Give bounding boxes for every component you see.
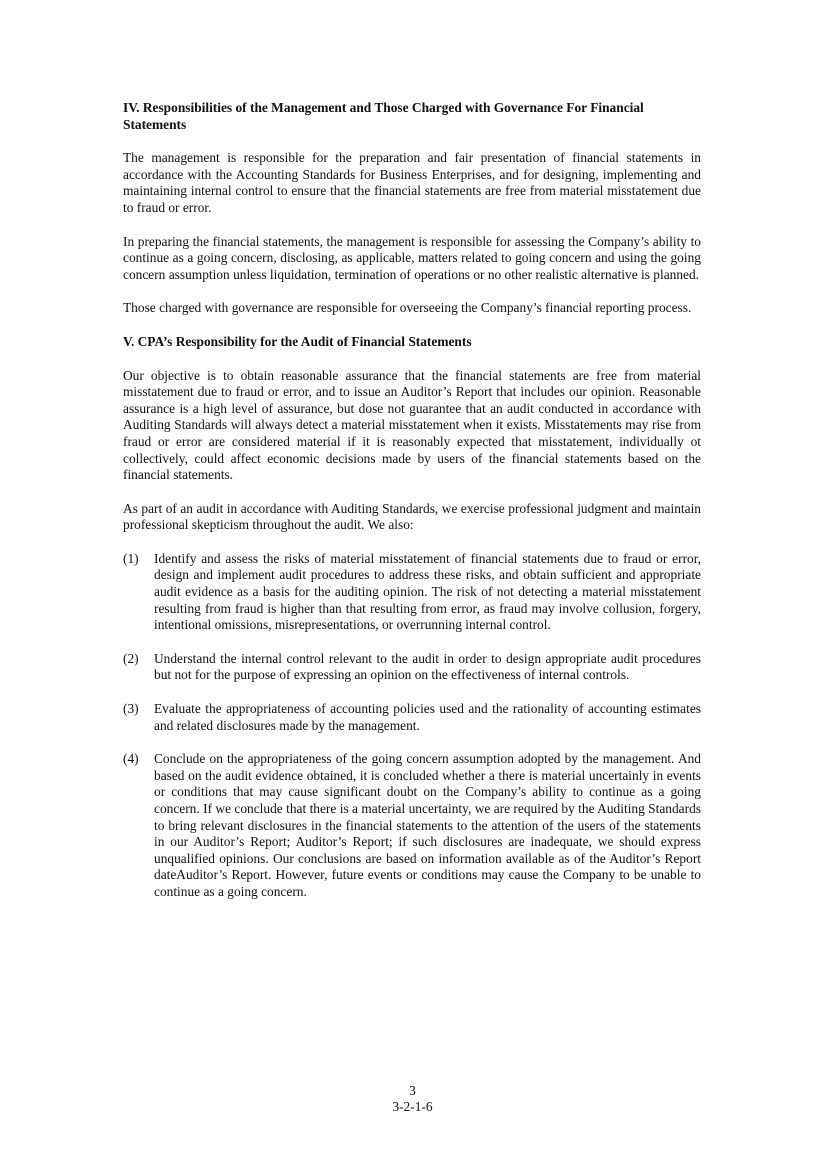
list-item-text: Understand the internal control relevant to the audit in order to design appropriate audit procedures but not for the purpose of expressing an opinion on the effectiveness of internal controls. [154, 650, 701, 683]
page-code: 3-2-1-6 [392, 1099, 433, 1114]
section-5-paragraph-1: Our objective is to obtain reasonable assurance that the financial statements are free from material misstatement due to fraud or error, and to issue an Auditor’s Report that includes our opinion. Reasonable assurance is a high level of assurance, but dose not guarantee that an audit conducted in accordance with Auditing Standards will always detect a material misstatement when it exists. Misstatements may rise from fraud or error are considered material if it is reasonably expected that misstatement, individually ot collectively, could affect economic decisions made by users of the financial statements based on the financial statements. [123, 367, 701, 483]
list-item-number: (4) [123, 751, 139, 767]
list-item-number: (3) [123, 701, 139, 717]
list-item-text: Conclude on the appropriateness of the going concern assumption adopted by the management. And based on the audit evidence obtained, it is concluded whether a there is material uncertainly in events or conditions that may cause significant doubt on the Company’s ability to continue as a going concern. If we conclude that there is a material uncertainty, we are required by the Auditing Standards to bring relevant disclosures in the financial statements to the attention of the users of the statements in our Auditor’s Report; Auditor’s Report; if such disclosures are inadequate, we should express unqualified opinions. Our conclusions are based on information available as of the Auditor’s Report dateAuditor’s Report. However, future events or conditions may cause the Company to be unable to continue as a going concern. [154, 751, 701, 899]
list-item [123, 701, 701, 734]
section-4-paragraph-1: The management is responsible for the preparation and fair presentation of financial statements in accordance with the Accounting Standards for Business Enterprises, and for designing, implementing and maintaining internal control to ensure that the financial statements are free from material misstatement due to fraud or error. [123, 150, 701, 215]
list-item-number: (1) [123, 550, 139, 566]
section-4-heading: IV. Responsibilities of the Management and Those Charged with Governance For Financial Statements [123, 100, 644, 132]
list-item [123, 551, 701, 634]
list-item [123, 651, 701, 684]
section-4-paragraph-2: In preparing the financial statements, the management is responsible for assessing the Company’s ability to continue as a going concern, disclosing, as applicable, matters related to going concern and using the going concern assumption unless liquidation, termination of operations or no other realistic alternative is planned. [123, 233, 701, 282]
section-5-paragraph-2: As part of an audit in accordance with Auditing Standards, we exercise professional judgment and maintain professional skepticism throughout the audit. We also: [123, 500, 701, 533]
page-number: 3 [409, 1083, 416, 1098]
document-page [123, 100, 701, 901]
section-5-heading: V. CPA’s Responsibility for the Audit of Financial Statements [123, 333, 472, 349]
list-item-number: (2) [123, 650, 139, 666]
list-item-text: Evaluate the appropriateness of accounting policies used and the rationality of accounting estimates and related disclosures made by the management. [154, 701, 701, 733]
list-item [123, 751, 701, 900]
list-item-text: Identify and assess the risks of material misstatement of financial statements due to fraud or error, design and implement audit procedures to address these risks, and obtain sufficient and appropriate audit evidence as a basis for the auditing opinion. The risk of not detecting a material misstatement resulting from fraud is higher than that resulting from error, as fraud may involve collusion, forgery, intentional omissions, misrepresentations, or overrunning internal control. [154, 550, 701, 633]
section-4-paragraph-3: Those charged with governance are responsible for overseeing the Company’s financial reporting process. [123, 300, 692, 316]
